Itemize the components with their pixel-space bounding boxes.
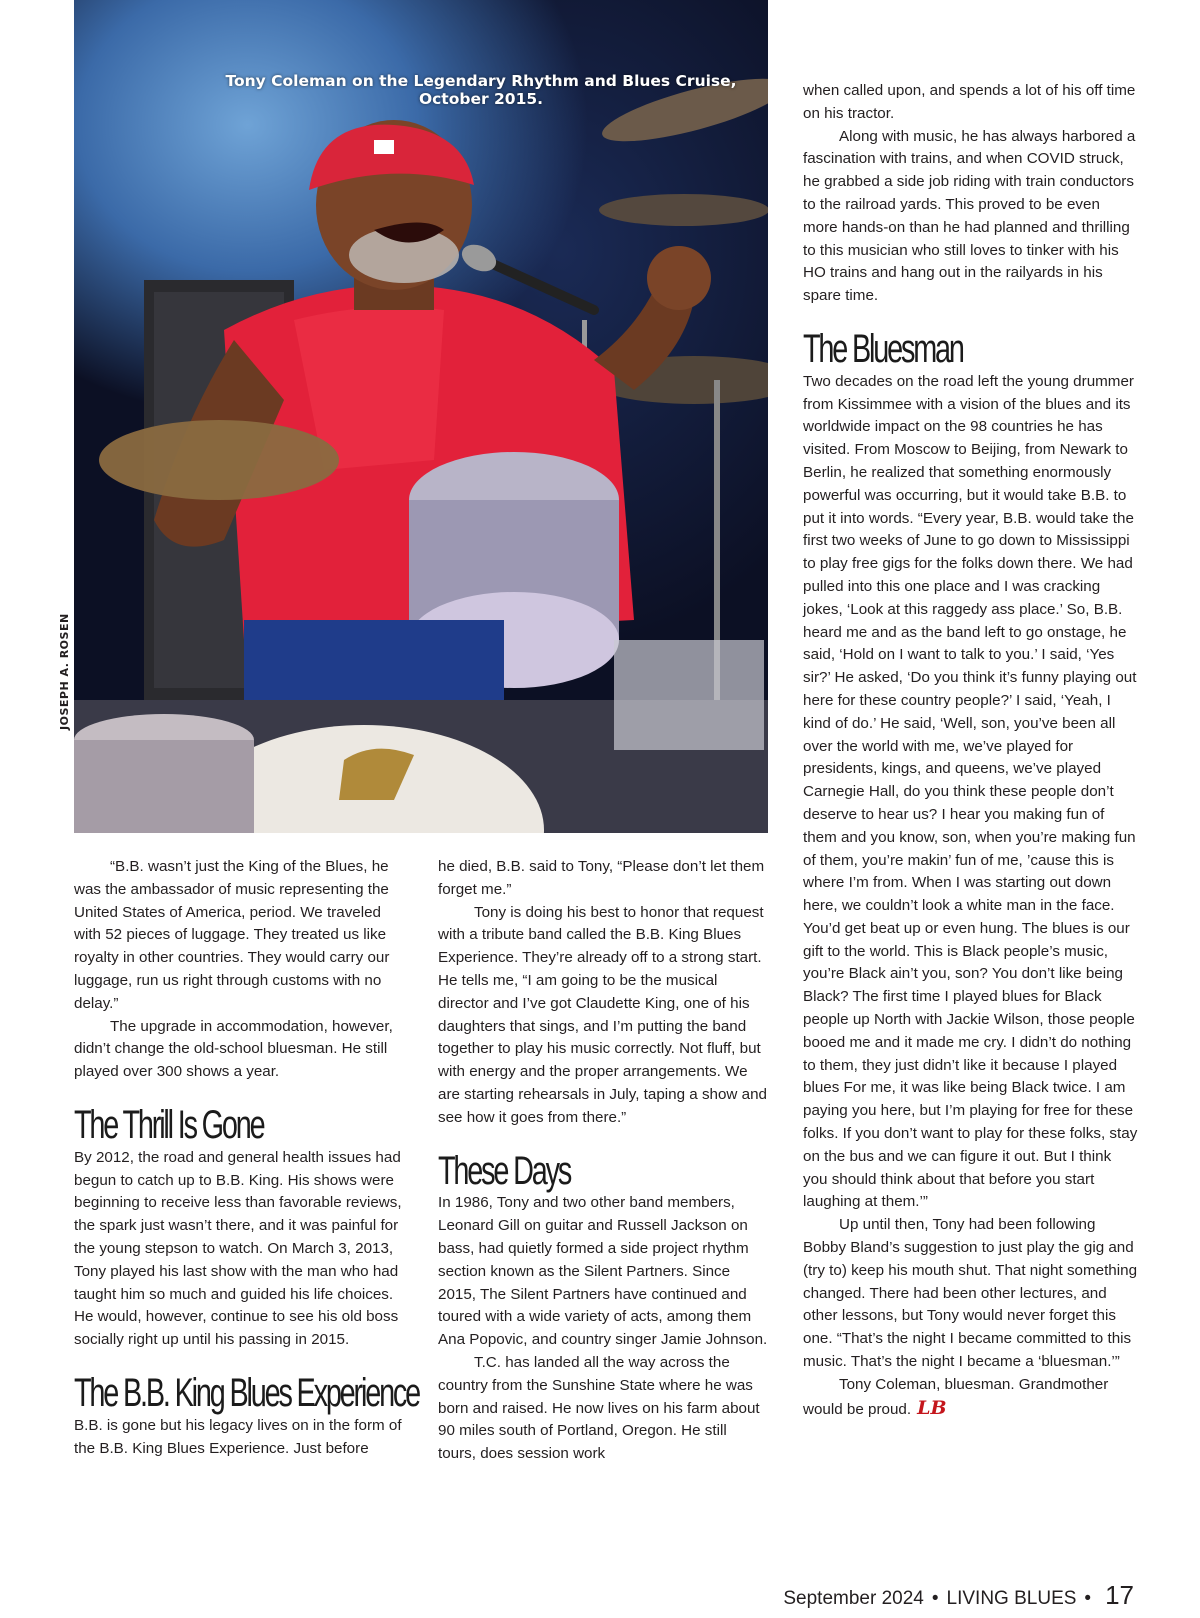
paragraph: The upgrade in accommodation, however, didn’t change the old-school bluesman. He still played over 300 shows a year. — [74, 1017, 393, 1081]
paragraph: when called upon, and spends a lot of his off time on his tractor. — [803, 82, 1136, 122]
drummer-illustration — [74, 0, 768, 833]
section-heading-these-days: These Days — [438, 1148, 571, 1193]
photo-credit — [58, 610, 74, 730]
closing-paragraph — [803, 1374, 1138, 1422]
magazine-name: LIVING BLUES — [946, 1588, 1077, 1609]
paragraph: Up until then, Tony had been following Bobby Bland’s suggestion to just play the gig and (try to) keep his mouth shut. That night something changed. There had been other lectures, and other lessons, but Tony would never forget this one. “That’s the night I became committed to this music. That’s the night I became a ‘bluesman.’” — [803, 1216, 1138, 1371]
bullet-separator: • — [931, 1588, 939, 1609]
issue-date: September 2024 — [783, 1588, 924, 1609]
bullet-separator: • — [1084, 1588, 1092, 1609]
paragraph: B.B. is gone but his legacy lives on in the form of the B.B. King Blues Experience. Just before — [74, 1416, 402, 1457]
page-footer — [783, 1580, 1134, 1611]
paragraph: By 2012, the road and general health issues had begun to catch up to B.B. King. His shows were beginning to receive less than favorable reviews, the spark just wasn’t there, and it was painful for the young stepson to watch. On March 3, 2013, Tony played his last show with the man who had taught him so much and guided his life choices. He would, however, continue to see his old boss socially right up until his passing in 2015. — [74, 1148, 402, 1349]
photo-caption: Tony Coleman on the Legendary Rhythm and Blues Cruise, October 2015. — [225, 72, 737, 108]
paragraph: Two decades on the road left the young drummer from Kissimmee with a vision of the blues and its worldwide impact on the 98 countries he has visited. From Moscow to Beijing, from Newark to Berlin, he realized that something enormously powerful was occurring, but it would take B.B. to put it into words. “Every year, B.B. would take the first two weeks of June to go down to Mississippi to play free gigs for the folks down there. We had pulled into this one place and I was cracking jokes, ‘Look at this raggedy ass place.’ So, B.B. heard me and as the band left to go onstage, he said, ‘Hold on I want to talk to you.’ I said, ‘Yes sir?’ He asked, ‘Do you think it’s funny playing out here for these country people?’ I said, ‘Yeah, I kind of do.’ He said, ‘Well, son, you’ve been all over the world with me, we’ve played for presidents, kings, and queens, we’ve played Carnegie Hall, do you think these people don’t deserve to hear us? I hear you making fun of them and you know, son, when you’re making fun of them, you’re makin’ fun of me, ’cause this is where I’m from. When I was starting out down here, we couldn’t look a white man in the face. You’d get beat up or even hung. The blues is our gift to the world. This is Black people’s music, you’re Black ain’t you, son? You don’t like being Black? The first time I played blues for Black people up North with Jackie Wilson, those people booed me and it made me cry. I didn’t do nothing to them, they just didn’t like it because I played blues For me, it was like being Black twice. I am paying you here, but I’m playing for free for these folks. If you don’t want to play for these folks, stay on the bus and we can figure it out. But I think you should think about that before you start laughing at them.’” — [803, 372, 1138, 1211]
paragraph: Tony is doing his best to honor that request with a tribute band called the B.B. King Blues Experience. They’re already off to a strong start. He tells me, “I am going to be the musical director and I’ve got Claudette King, one of his daughters that sings, and I’m putting the band together to play his music correctly. Not fluff, but with energy and the proper arrangements. We are starting rehearsals in July, taping a show and see how it goes from there.” — [438, 903, 767, 1126]
paragraph: In 1986, Tony and two other band members, Leonard Gill on guitar and Russell Jackson on bass, had quietly formed a side project rhythm section known as the Silent Partners. Since 2015, The Silent Partners have continued and toured with a wide variety of acts, among them Ana Popovic, and country singer Jamie Johnson. — [438, 1194, 768, 1349]
section-heading-bluesman: The Bluesman — [803, 326, 963, 371]
paragraph: “B.B. wasn’t just the King of the Blues, he was the ambassador of music representing the United States of America, period. We traveled with 52 pieces of luggage. They treated us like royalty in other countries. They would carry our luggage, run us right through customs with no delay.” — [74, 858, 390, 1012]
living-blues-end-mark: LB — [917, 1396, 947, 1419]
feature-photo — [74, 0, 768, 833]
article-column-3 — [803, 80, 1138, 1421]
section-heading-thrill: The Thrill Is Gone — [74, 1102, 264, 1147]
paragraph: Along with music, he has always harbored a fascination with trains, and when COVID struck, he grabbed a side job riding with train conductors to the railroad yards. This proved to be even more hands-on than he had planned and thrilling to this musician who still loves to tinker with his HO trains and hang out in the railyards in his spare time. — [803, 127, 1136, 305]
paragraph: T.C. has landed all the way across the country from the Sunshine State where he was born and raised. He now lives on his farm about 90 miles south of Portland, Oregon. He still tours, does session work — [438, 1353, 760, 1463]
paragraph: he died, B.B. said to Tony, “Please don’t let them forget me.” — [438, 858, 765, 898]
page-number: 17 — [1105, 1580, 1134, 1610]
section-heading-bb-king-experience: The B.B. King Blues Experience — [74, 1370, 420, 1415]
photo-credit-text: JOSEPH A. ROSEN — [58, 613, 71, 730]
paragraph-text: Tony Coleman, bluesman. Grandmother would be proud. — [803, 1375, 1109, 1418]
article-column-2 — [438, 856, 768, 1466]
article-column-1 — [74, 856, 420, 1460]
